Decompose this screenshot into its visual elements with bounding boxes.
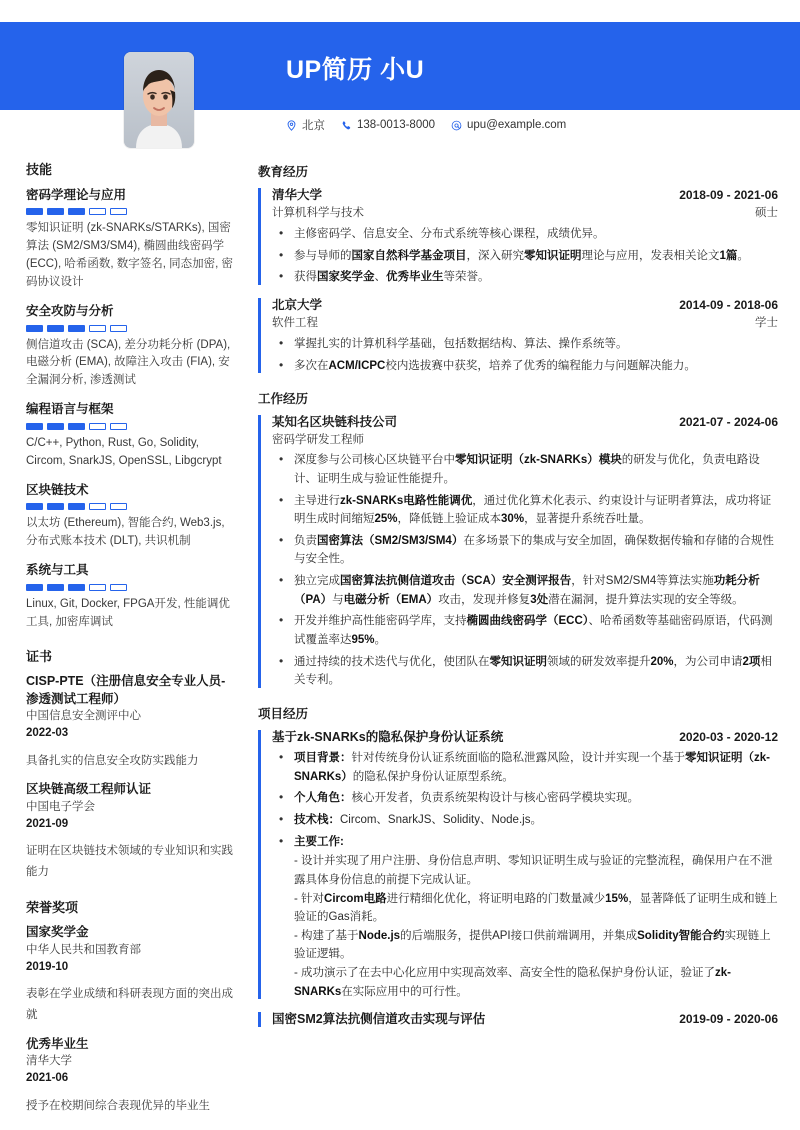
certificate-item-name: 区块链高级工程师认证 <box>26 782 152 797</box>
contact-row <box>286 117 566 133</box>
bullet-item: • 主修密码学、信息安全、分布式系统等核心课程，成绩优异。 <box>272 225 778 244</box>
bullet-item: • 获得国家奖学金、优秀毕业生等荣誉。 <box>272 268 778 287</box>
award-item-org: 中华人民共和国教育部 <box>26 943 141 956</box>
skill-bar-filled <box>68 584 85 591</box>
education-entry-major: 软件工程 <box>272 317 318 330</box>
award-item <box>26 924 236 1025</box>
certificate-item-date: 2022-03 <box>26 727 69 740</box>
skill-bar-filled <box>68 503 85 510</box>
section-education <box>258 162 778 375</box>
sub-line: - 构建了基于Node.js的后端服务，提供API接口供前端调用，并集成Solidity智能合约实现链上验证逻辑。 <box>294 929 771 961</box>
skill-name: 区块链技术 <box>26 482 89 497</box>
phone-icon <box>341 120 352 131</box>
section-work <box>258 389 778 690</box>
sidebar-section-title-skills: 技能 <box>26 162 53 177</box>
education-entry-degree: 硕士 <box>755 207 778 220</box>
skill-bar-empty <box>110 584 127 591</box>
work-entry-date: 2021-07 - 2024-06 <box>679 415 778 430</box>
at-email-icon <box>451 120 462 131</box>
project-entry-org: 基于zk-SNARKs的隐私保护身份认证系统 <box>272 729 504 744</box>
certificate-item-org: 中国电子学会 <box>26 800 95 813</box>
bullet-item: • 项目背景：针对传统身份认证系统面临的隐私泄露风险，设计并实现一个基于零知识证明（zk-SNARKs）的隐私保护身份认证原型系统。 <box>272 749 778 786</box>
contact-location <box>286 117 325 133</box>
education-list <box>258 186 778 375</box>
certificate-item <box>26 673 236 771</box>
main-content <box>258 162 800 1126</box>
entry-header-row <box>272 296 778 314</box>
award-item-name: 优秀毕业生 <box>26 1036 89 1051</box>
education-entry-org: 北京大学 <box>272 297 323 312</box>
sidebar-section-title-awards: 荣誉奖项 <box>26 899 79 915</box>
skill-bar-filled <box>68 423 85 430</box>
bullet-item: • 通过持续的技术迭代与优化，使团队在零知识证明领域的研发效率提升20%，为公司申请2项相关专利。 <box>272 653 778 690</box>
skill-name: 安全攻防与分析 <box>26 303 114 318</box>
skill-description: 零知识证明 (zk-SNARKs/STARKs), 国密算法 (SM2/SM3/SM4), 椭圆曲线密码学 (ECC), 哈希函数, 数字签名, 同态加密, 密码协议设计 <box>26 222 233 288</box>
skill-bar-empty <box>110 503 127 510</box>
contact-phone <box>341 119 435 131</box>
certificate-item <box>26 781 236 882</box>
certificates-list <box>26 673 236 883</box>
work-entry <box>258 413 778 690</box>
awards-list <box>26 924 236 1116</box>
skill-bar-filled <box>26 584 43 591</box>
project-entry-date: 2020-03 - 2020-12 <box>679 729 778 744</box>
skill-level-bars <box>26 503 236 510</box>
bullet-item: • 个人角色：核心开发者，负责系统架构设计与核心密码学模块实现。 <box>272 789 778 808</box>
skill-description: 侧信道攻击 (SCA), 差分功耗分析 (DPA), 电磁分析 (EMA), 故障注入攻击 (FIA), 安全漏洞分析, 渗透测试 <box>26 338 231 387</box>
education-entry <box>258 296 778 375</box>
bullet-item: • 负责国密算法（SM2/SM3/SM4）在多场景下的集成与安全加固，确保数据传输和存储的合规性与安全性。 <box>272 532 778 569</box>
sub-line-list <box>294 852 778 1001</box>
bullet-list <box>272 749 778 1001</box>
award-item-description: 授予在校期间综合表现优异的毕业生 <box>26 1099 210 1112</box>
award-item-description: 表彰在学业成绩和科研表现方面的突出成就 <box>26 988 233 1021</box>
bullet-item: • 深度参与公司核心区块链平台中零知识证明（zk-SNARKs）模块的研发与优化，负责电路设计、证明生成与验证性能提升。 <box>272 451 778 488</box>
entry-header-row <box>272 413 778 431</box>
sidebar <box>0 162 258 1126</box>
skill-description: Linux, Git, Docker, FPGA开发, 性能调优工具, 加密库调试 <box>26 597 230 628</box>
section-title-education: 教育经历 <box>258 165 309 179</box>
award-item-org: 清华大学 <box>26 1055 72 1068</box>
certificate-item-org: 中国信息安全测评中心 <box>26 710 141 723</box>
work-entry-org: 某知名区块链科技公司 <box>272 415 398 430</box>
location-pin-icon <box>286 120 297 131</box>
award-item <box>26 1036 236 1117</box>
entry-subheader-row <box>272 432 778 449</box>
certificate-item-date: 2021-09 <box>26 818 69 831</box>
work-list <box>258 413 778 690</box>
bullet-list <box>272 451 778 690</box>
bullet-item: • 参与导师的国家自然科学基金项目，深入研究零知识证明理论与应用，发表相关论文1篇。 <box>272 247 778 266</box>
section-projects <box>258 704 778 1029</box>
sub-line: - 设计并实现了用户注册、身份信息声明、零知识证明生成与验证的完整流程，确保用户在不泄露具体身份信息的前提下完成认证。 <box>294 855 773 886</box>
skill-bar-empty <box>89 423 106 430</box>
sidebar-section-title-certs: 证书 <box>26 648 53 664</box>
education-entry <box>258 186 778 287</box>
sub-line: - 针对Circom电路进行精细化优化，将证明电路的门数量减少15%，显著降低了证明生成和链上验证的Gas消耗。 <box>294 892 778 924</box>
contact-phone-text: 138-0013-8000 <box>357 119 436 131</box>
skill-bar-empty <box>110 423 127 430</box>
bullet-item: • 掌握扎实的计算机科学基础，包括数据结构、算法、操作系统等。 <box>272 335 778 354</box>
bullet-item: • 独立完成国密算法抗侧信道攻击（SCA）安全测评报告，针对SM2/SM4等算法实施功耗分析（PA）与电磁分析（EMA）攻击，发现并修复3处潜在漏洞，提升算法实现的安全等级。 <box>272 572 778 609</box>
bullet-list <box>272 335 778 375</box>
skill-item <box>26 187 236 292</box>
contact-location-text: 北京 <box>302 120 325 132</box>
skill-bar-filled <box>47 423 64 430</box>
skill-level-bars <box>26 208 236 215</box>
award-item-date: 2021-06 <box>26 1072 69 1085</box>
avatar <box>124 52 194 148</box>
skill-bar-filled <box>26 325 43 332</box>
bullet-list <box>272 225 778 287</box>
project-entry-org: 国密SM2算法抗侧信道攻击实现与评估 <box>272 1012 486 1027</box>
skill-name: 系统与工具 <box>26 563 89 578</box>
skill-level-bars <box>26 325 236 332</box>
skill-item <box>26 562 236 632</box>
skill-item <box>26 482 236 552</box>
skill-item <box>26 401 236 471</box>
skill-bar-empty <box>89 584 106 591</box>
education-entry-date: 2018-09 - 2021-06 <box>679 188 778 202</box>
entry-subheader-row <box>272 314 778 332</box>
contact-email-text: upu@example.com <box>467 119 567 131</box>
body-columns <box>0 162 800 1126</box>
skill-bar-filled <box>68 325 85 332</box>
page-title: UP简历 小U <box>286 56 425 84</box>
skill-bar-filled <box>26 208 43 215</box>
certificate-item-name: CISP-PTE（注册信息安全专业人员-渗透测试工程师） <box>26 674 226 706</box>
entry-header-row <box>272 186 778 204</box>
skill-bar-filled <box>47 503 64 510</box>
skill-item <box>26 303 236 390</box>
skill-bar-filled <box>47 584 64 591</box>
bullet-item: • 技术栈：Circom、SnarkJS、Solidity、Node.js。 <box>272 811 778 830</box>
skill-bar-empty <box>89 503 106 510</box>
education-entry-degree: 学士 <box>755 317 778 330</box>
bullet-item: • 主导进行zk-SNARKs电路性能调优，通过优化算术化表示、约束设计与证明者算法，成功将证明生成时间缩短25%，降低链上验证成本30%，显著提升系统吞吐量。 <box>272 492 778 529</box>
project-entry-date: 2019-09 - 2020-06 <box>679 1012 778 1027</box>
section-title-work: 工作经历 <box>258 392 309 407</box>
skill-bar-empty <box>110 325 127 332</box>
bullet-item: • 主要工作: - 设计并实现了用户注册、身份信息声明、零知识证明生成与验证的完整流程，确保用户在不泄露具体身份信息的前提下完成认证。 - 针对Circom电路进行精细化优化，将证明电路的门数量减少15%，显著降低了证明生成和链上验证的Gas消耗。 - 构建了基于Node.js的后端服务，提供API接口供前端调用，并集成Solidity智能合约实现链上验证逻辑。 - 成功演示了在去中心化应用中实现高效率、高安全性的隐私保护身份认证，验证了zk-SNARKs在实际应用中的可行性。 <box>272 833 778 1002</box>
skills-list <box>26 187 236 632</box>
skill-level-bars <box>26 584 236 591</box>
skill-bar-filled <box>68 208 85 215</box>
skill-bar-empty <box>110 208 127 215</box>
skill-bar-filled <box>26 423 43 430</box>
project-entry <box>258 728 778 1002</box>
education-entry-major: 计算机科学与技术 <box>272 207 364 220</box>
projects-list <box>258 728 778 1029</box>
certificate-item-description: 证明在区块链技术领域的专业知识和实践能力 <box>26 845 233 878</box>
education-entry-date: 2014-09 - 2018-06 <box>679 297 778 312</box>
sub-line: - 成功演示了在去中心化应用中实现高效率、高安全性的隐私保护身份认证，验证了zk-SNARKs在实际应用中的可行性。 <box>294 967 732 998</box>
skill-bar-filled <box>47 325 64 332</box>
bullet-item: • 多次在ACM/ICPC校内选拔赛中获奖，培养了优秀的编程能力与问题解决能力。 <box>272 357 778 376</box>
award-item-name: 国家奖学金 <box>26 925 89 940</box>
skill-bar-filled <box>26 503 43 510</box>
entry-subheader-row <box>272 204 778 222</box>
skill-bar-filled <box>47 208 64 215</box>
award-item-date: 2019-10 <box>26 961 69 974</box>
bullet-item: • 开发并维护高性能密码学库，支持椭圆曲线密码学（ECC）、哈希函数等基础密码原语，代码测试覆盖率达95%。 <box>272 612 778 649</box>
skill-level-bars <box>26 423 236 430</box>
section-title-projects: 项目经历 <box>258 706 309 721</box>
skill-description: 以太坊 (Ethereum), 智能合约, Web3.js, 分布式账本技术 (DLT), 共识机制 <box>26 517 225 548</box>
project-entry <box>258 1010 778 1028</box>
skill-bar-empty <box>89 208 106 215</box>
skill-description: C/C++, Python, Rust, Go, Solidity, Circom, SnarkJS, OpenSSL, Libgcrypt <box>26 436 222 467</box>
skill-name: 编程语言与框架 <box>26 402 114 417</box>
education-entry-org: 清华大学 <box>272 188 323 202</box>
work-entry-role: 密码学研发工程师 <box>272 433 364 446</box>
skill-name: 密码学理论与应用 <box>26 187 127 202</box>
certificate-item-description: 具备扎实的信息安全攻防实践能力 <box>26 754 199 767</box>
entry-header-row <box>272 728 778 746</box>
entry-header-row <box>272 1010 778 1028</box>
skill-bar-empty <box>89 325 106 332</box>
contact-email <box>451 119 566 131</box>
